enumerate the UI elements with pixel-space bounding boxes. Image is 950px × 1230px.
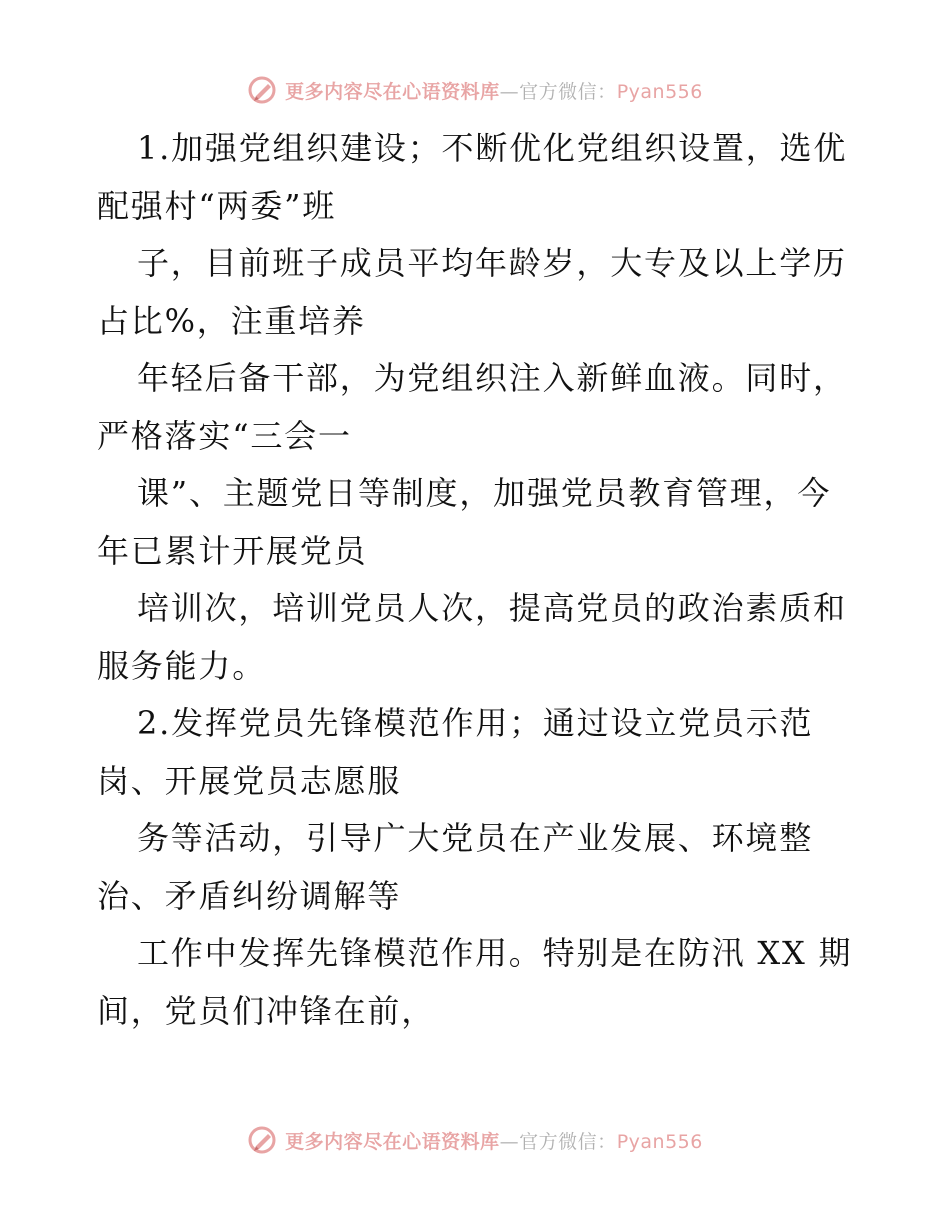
text-line: 务等活动，引导广大党员在产业发展、环境整 [137,819,814,857]
text-line: 严格落实“三会一 [97,416,352,455]
text-line: 课”、主题党日等制度，加强党员教育管理，今 [137,474,832,512]
watermark-handle: Pyan556 [616,80,703,103]
watermark-main-text: 更多内容尽在心语资料库 [285,1130,500,1153]
text-line: 服务能力。 [97,646,267,685]
footer-watermark [0,1120,950,1160]
text-line: 年已累计开展党员 [97,531,368,570]
text-line: 治、矛盾纠纷调解等 [97,876,402,915]
document-body [97,120,857,1040]
header-watermark [0,70,950,110]
text-line: 间，党员们冲锋在前， [97,991,436,1030]
text-line: 1.加强党组织建设；不断优化党组织设置，选优 [137,129,848,167]
watermark-official-label: 官方微信： [519,1130,617,1153]
watermark-main-text: 更多内容尽在心语资料库 [285,80,500,103]
text-line: 配强村“两委”班 [97,186,337,225]
watermark-handle: Pyan556 [616,1130,703,1153]
pen-logo-icon [247,1125,277,1155]
text-line: 培训次，培训党员人次，提高党员的政治素质和 [137,589,847,627]
text-line: 工作中发挥先锋模范作用。特别是在防汛 XX 期 [137,934,853,972]
text-line: 年轻后备干部，为党组织注入新鲜血液。同时， [137,359,847,397]
pen-logo-icon [247,75,277,105]
watermark-dash: — [499,1130,520,1153]
text-line: 占比%，注重培养 [97,301,366,340]
watermark-official-label: 官方微信： [519,80,617,103]
text-line: 2.发挥党员先锋模范作用；通过设立党员示范 [137,704,814,742]
watermark-dash: — [499,80,520,103]
text-line: 岗、开展党员志愿服 [97,761,402,800]
text-line: 子，目前班子成员平均年龄岁，大专及以上学历 [137,244,847,282]
